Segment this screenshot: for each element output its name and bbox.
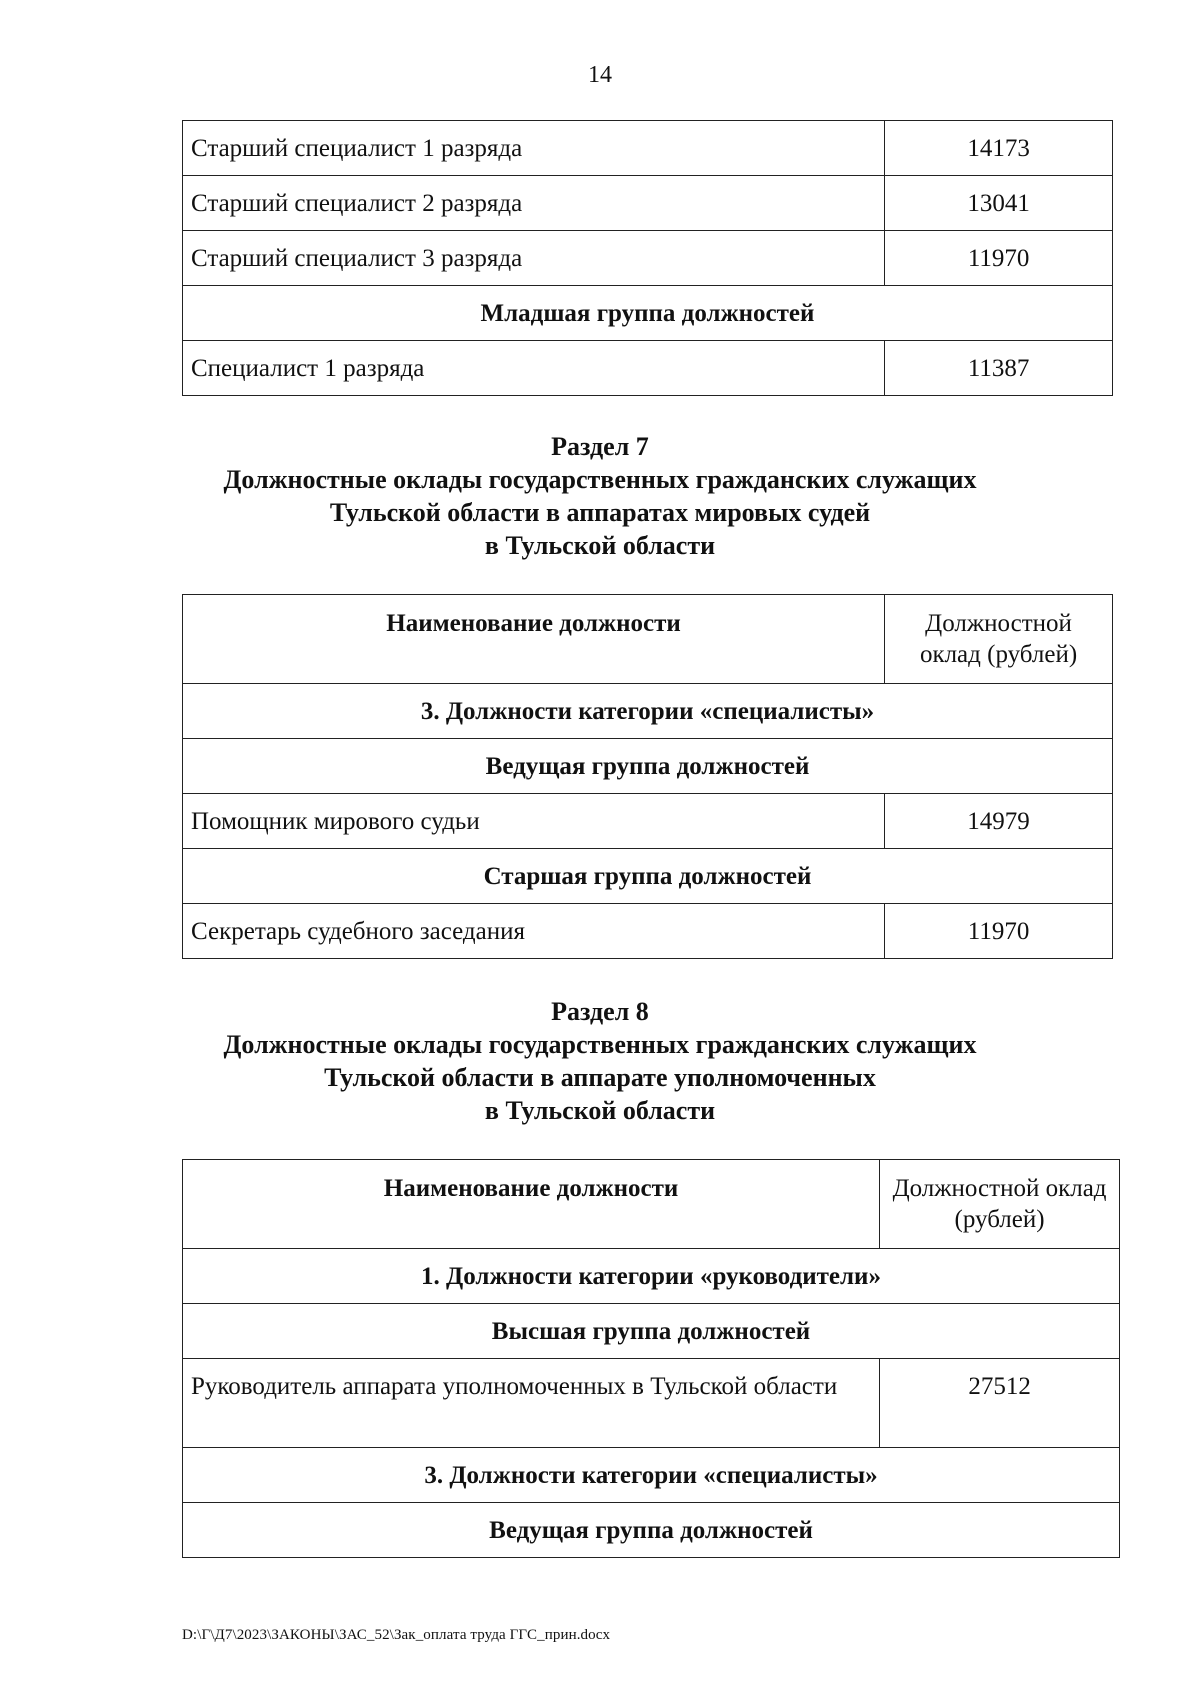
salary-value: 27512 bbox=[880, 1359, 1120, 1448]
section-8-line-3: в Тульской области bbox=[484, 1096, 716, 1125]
group-row bbox=[183, 849, 1113, 904]
section-8-heading bbox=[0, 995, 1200, 1127]
group-row bbox=[183, 1448, 1120, 1503]
section-8-table bbox=[182, 1159, 1120, 1558]
section-8-title: Раздел 8 bbox=[551, 997, 649, 1026]
table-row bbox=[183, 1359, 1120, 1448]
section-7-line-2: Тульской области в аппаратах мировых судей bbox=[329, 498, 871, 527]
column-header-name: Наименование должности bbox=[183, 595, 885, 684]
group-row bbox=[183, 684, 1113, 739]
page-number: 14 bbox=[588, 62, 612, 88]
category-heading: 1. Должности категории «руководители» bbox=[183, 1249, 1120, 1304]
group-heading: Старшая группа должностей bbox=[183, 849, 1113, 904]
group-row bbox=[183, 1249, 1120, 1304]
group-row bbox=[183, 286, 1113, 341]
header-row bbox=[183, 595, 1113, 684]
category-heading: 3. Должности категории «специалисты» bbox=[183, 1448, 1120, 1503]
section-7-title: Раздел 7 bbox=[551, 432, 649, 461]
category-heading: 3. Должности категории «специалисты» bbox=[183, 684, 1113, 739]
column-header-salary: Должностной оклад (рублей) bbox=[880, 1160, 1120, 1249]
section-7-table bbox=[182, 594, 1113, 959]
position-name: Помощник мирового судьи bbox=[183, 794, 885, 849]
table-row bbox=[183, 121, 1113, 176]
group-row bbox=[183, 1304, 1120, 1359]
table-row bbox=[183, 904, 1113, 959]
table-row bbox=[183, 341, 1113, 396]
group-heading: Младшая группа должностей bbox=[183, 286, 1113, 341]
salary-table-continued bbox=[182, 120, 1113, 396]
group-heading: Высшая группа должностей bbox=[183, 1304, 1120, 1359]
group-row bbox=[183, 739, 1113, 794]
section-7-line-1: Должностные оклады государственных гражданских служащих bbox=[223, 465, 977, 494]
position-name: Старший специалист 2 разряда bbox=[183, 176, 885, 231]
group-heading: Ведущая группа должностей bbox=[183, 739, 1113, 794]
column-header-name: Наименование должности bbox=[183, 1160, 880, 1249]
table-row bbox=[183, 794, 1113, 849]
column-header-salary: Должностной оклад (рублей) bbox=[885, 595, 1113, 684]
position-name: Руководитель аппарата уполномоченных в Тульской области bbox=[183, 1359, 880, 1448]
salary-value: 11970 bbox=[885, 904, 1113, 959]
group-row bbox=[183, 1503, 1120, 1558]
table-row bbox=[183, 231, 1113, 286]
header-row bbox=[183, 1160, 1120, 1249]
position-name: Специалист 1 разряда bbox=[183, 341, 885, 396]
section-8-line-2: Тульской области в аппарате уполномоченных bbox=[324, 1063, 876, 1092]
salary-value: 13041 bbox=[885, 176, 1113, 231]
position-name: Секретарь судебного заседания bbox=[183, 904, 885, 959]
section-7-line-3: в Тульской области bbox=[484, 531, 716, 560]
table-row bbox=[183, 176, 1113, 231]
salary-value: 11387 bbox=[885, 341, 1113, 396]
document-file-path: D:\Г\Д7\2023\ЗАКОНЫ\ЗАС_52\Зак_оплата труда ГГС_прин.docx bbox=[182, 1627, 611, 1643]
group-heading: Ведущая группа должностей bbox=[183, 1503, 1120, 1558]
salary-value: 14173 bbox=[885, 121, 1113, 176]
salary-value: 11970 bbox=[885, 231, 1113, 286]
section-7-heading bbox=[0, 430, 1200, 562]
section-8-line-1: Должностные оклады государственных гражданских служащих bbox=[223, 1030, 977, 1059]
position-name: Старший специалист 1 разряда bbox=[183, 121, 885, 176]
salary-value: 14979 bbox=[885, 794, 1113, 849]
position-name: Старший специалист 3 разряда bbox=[183, 231, 885, 286]
